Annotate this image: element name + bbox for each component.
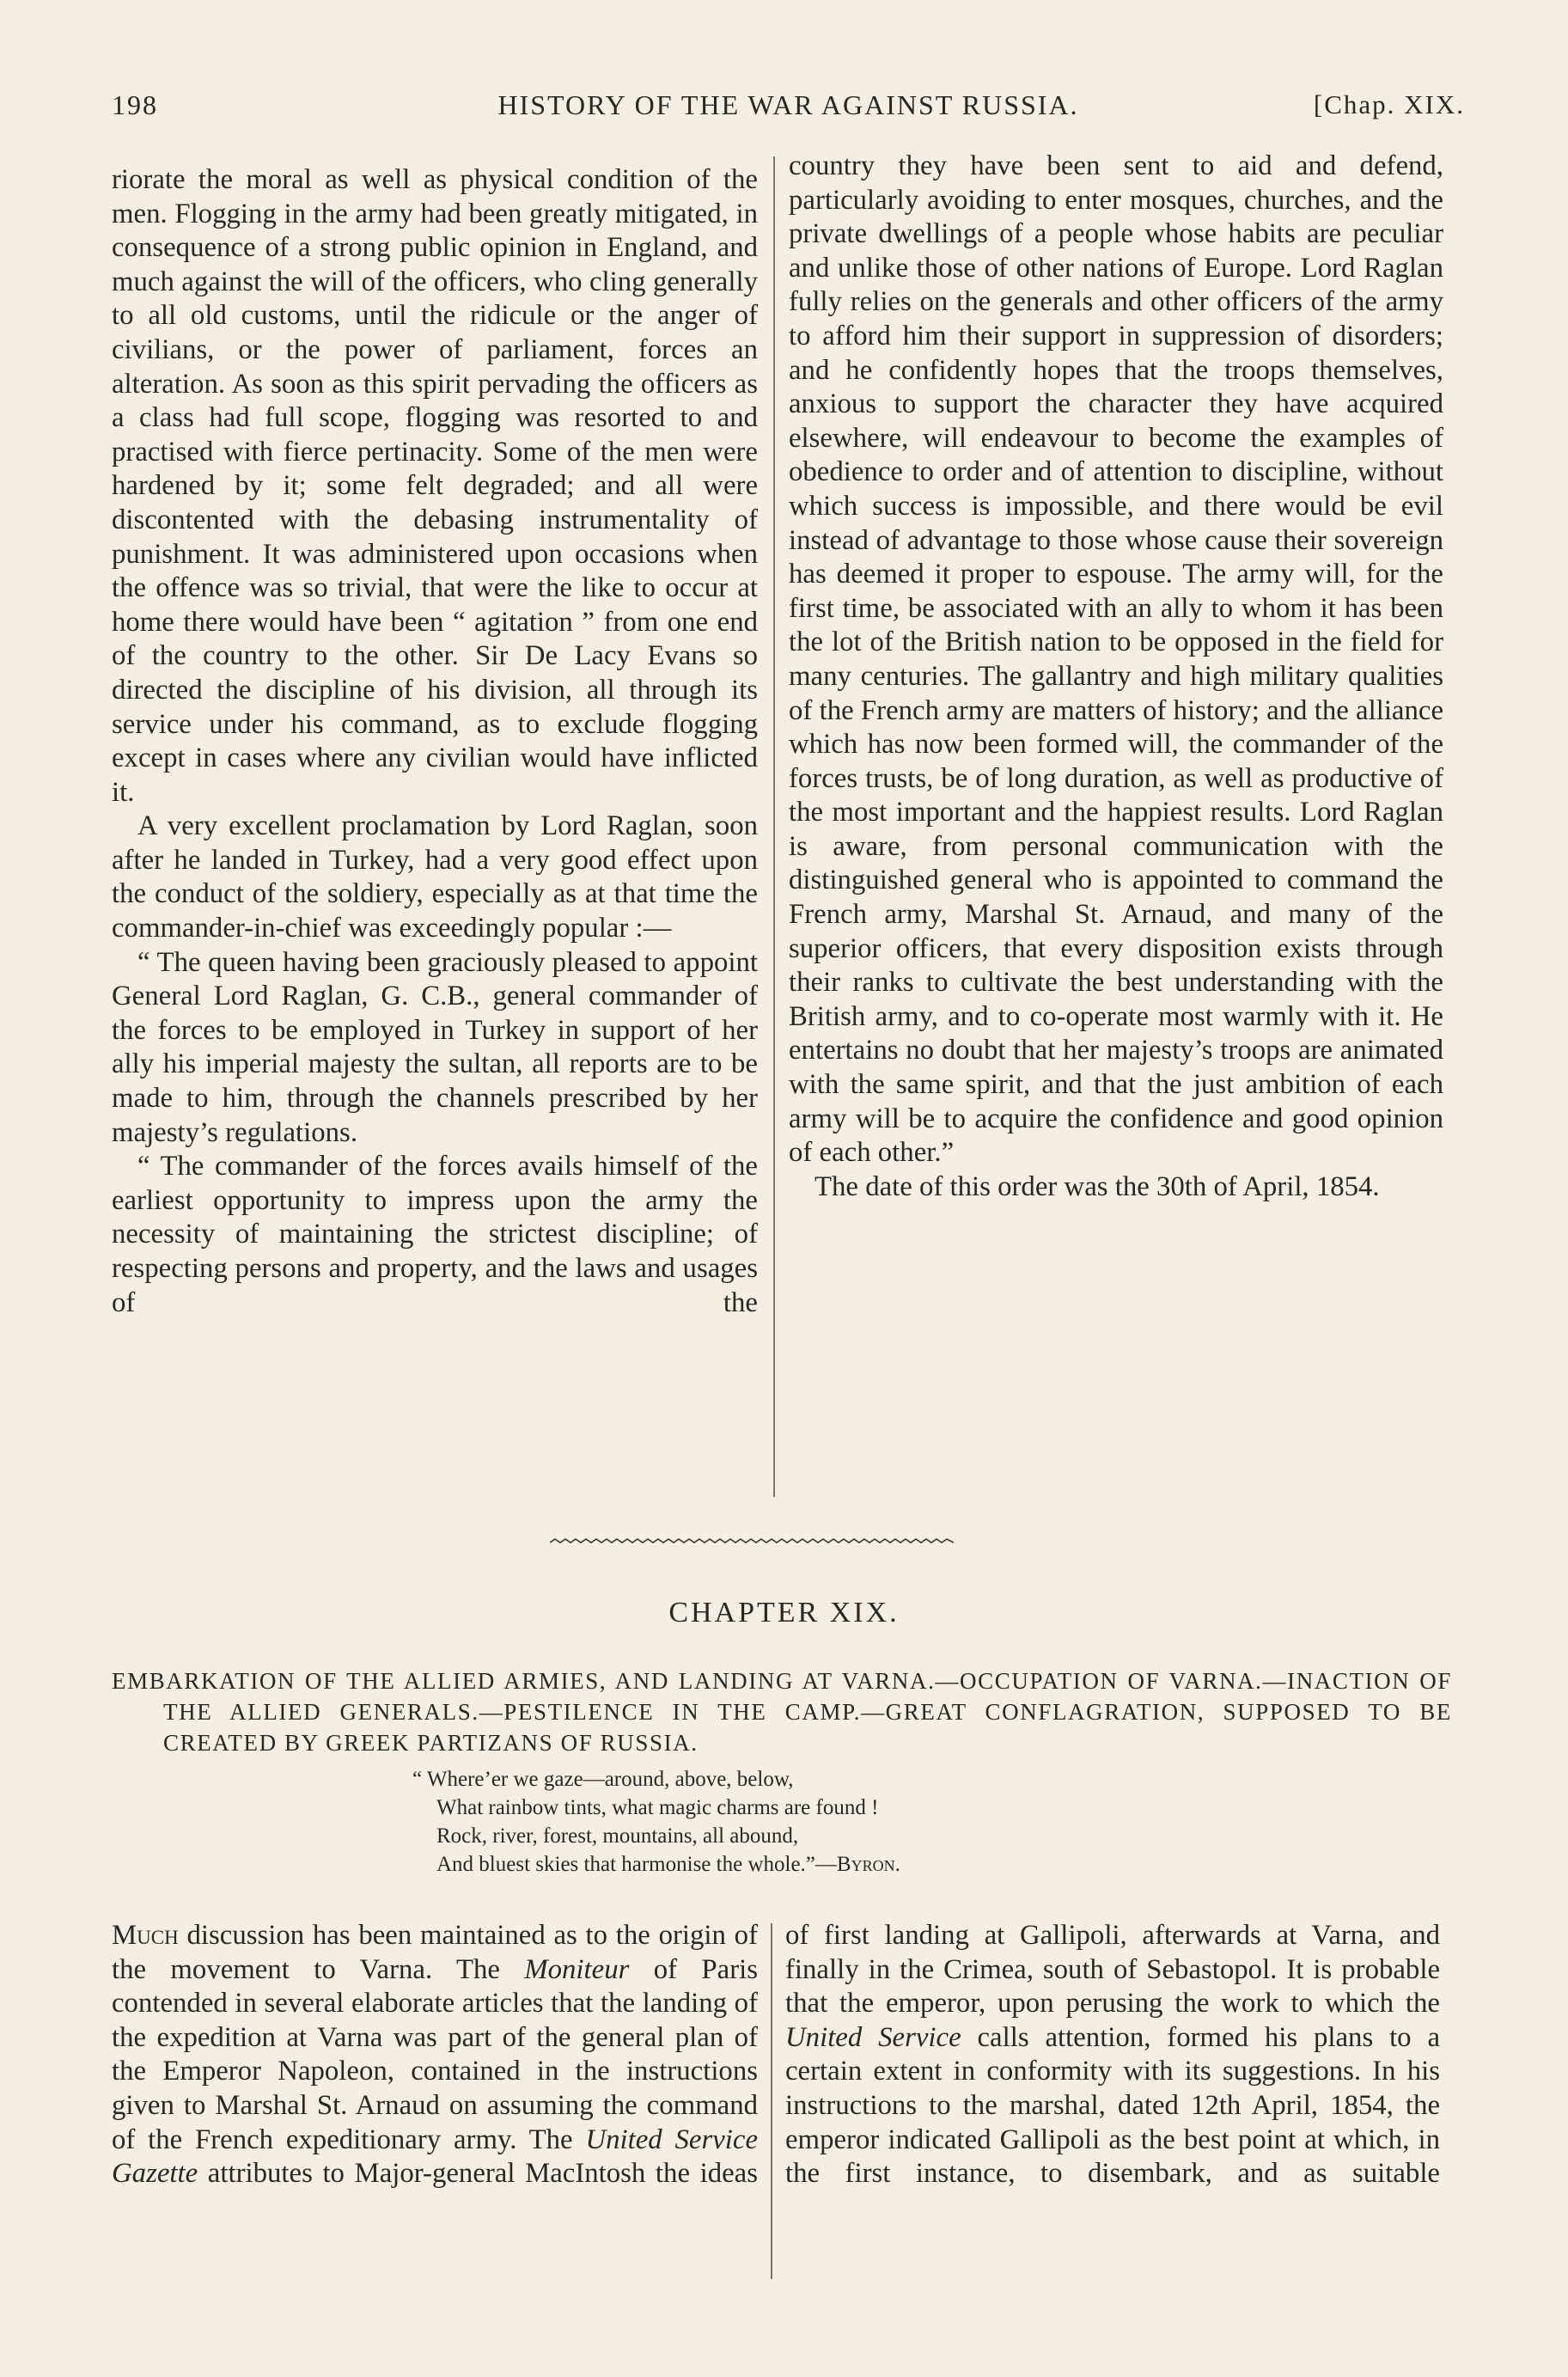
running-title: HISTORY OF THE WAR AGAINST RUSSIA. xyxy=(497,89,1079,120)
column-divider-lower xyxy=(771,1923,772,2279)
epigraph-line: Rock, river, forest, mountains, all abound, xyxy=(436,1824,799,1848)
upper-left-column xyxy=(112,163,758,1320)
text-run: calls attention, formed his plans to a certain extent in conformity with its suggestions. In his instructions to the marshal, dated 12th April, 1854, the emperor indicated Gallipoli as the best point at which, in the first instance, to disembark, and as suitable xyxy=(785,2021,1441,2190)
upper-right-column xyxy=(789,150,1443,1204)
paragraph-proclamation-continued: country they have been sent to aid and defend, particularly avoiding to enter mosques, churches, and the private dwellings of a people whose habits are peculiar and unlike those of other nations of Europe. Lord Raglan fully relies on the generals and other officers of the army to afford him their support in suppression of disorders; and he confidently hopes that the troops themselves, anxious to support the character they have acquired elsewhere, will endeavour to become the examples of obedience to order and of attention to discipline, without which success is impossible, and there would be evil instead of advantage to those whose cause their sovereign has deemed it proper to espouse. The army will, for the first time, be associated with an ally to whom it has been the lot of the British nation to be opposed in the field for many centuries. The gallantry and high military qualities of the French army are matters of history; and the alliance which has now been formed will, the commander of the forces trusts, be of long duration, as well as productive of the most important and the happiest results. Lord Raglan is aware, from personal communication with the distinguished general who is appointed to command the French army, Marshal St. Arnaud, and many of the superior officers, that every disposition exists through their ranks to cultivate the best understanding with the British army, and to co-operate most warmly with it. He entertains no doubt that her majesty’s troops are animated with the same spirit, and that the just ambition of each army will be to acquire the confidence and good opinion of each other.” xyxy=(789,150,1443,1169)
text-run: attributes to Major-general MacIntosh the ideas xyxy=(207,2158,758,2190)
text-run: of first landing at Gallipoli, afterwards at Varna, and finally in the Crimea, south of Sebastopol. It is probable that the emperor, upon perusing the work to which the xyxy=(785,1920,1440,2020)
moniteur-title: Moniteur xyxy=(524,1953,630,1985)
chapter-title: CHAPTER XIX. xyxy=(668,1597,900,1628)
chapter-summary xyxy=(112,1665,1452,1758)
running-header xyxy=(112,84,1465,136)
epigraph xyxy=(412,1765,1186,1879)
paragraph-gallipoli xyxy=(785,1919,1440,2191)
chapter-summary-text: EMBARKATION OF THE ALLIED ARMIES, AND LANDING AT VARNA.—OCCUPATION OF VARNA.—INACTION OF THE ALLIED GENERALS.—PESTILENCE IN THE CAMP.—GREAT CONFLAGRATION, SUPPOSED TO BE CREATED BY GREEK PARTIZANS OF RUSSIA. xyxy=(112,1668,1452,1756)
united-service-title: United Service xyxy=(785,2021,961,2053)
united-service-gazette-title: United Service Gazette xyxy=(112,2123,758,2190)
lower-right-column xyxy=(785,1919,1440,2191)
epigraph-author: Byron. xyxy=(836,1853,900,1876)
paragraph-proclamation-commander: “ The commander of the forces avails himself of the earliest opportunity to impress upon the army the necessity of maintaining the strictest discipline; of respecting persons and property, and the laws and usages of the xyxy=(112,1151,758,1318)
paragraph-proclamation-intro: A very excellent proclamation by Lord Raglan, soon after he landed in Turkey, had a very good effect upon the conduct of the soldiery, especially as at that time the commander-in-chief was exceedingly popular :— xyxy=(112,810,758,944)
paragraph-flogging: riorate the moral as well as physical condition of the men. Flogging in the army had been greatly mitigated, in consequence of a strong public opinion in England, and much against the will of the officers, who cling generally to all old customs, until the ridicule or the anger of civilians, or the power of parliament, forces an alteration. As soon as this spirit pervading the officers as a class had full scope, flogging was resorted to and practised with fierce pertinacity. Some of the men were hardened by it; some felt degraded; and all were discontented with the debasing instrumentality of punishment. It was administered upon occasions when the offence was so trivial, that were the like to occur at home there would have been “ agitation ” from one end of the country to the other. Sir De Lacy Evans so directed the discipline of his division, all through its service under his command, as to exclude flogging except in cases where any civilian would have inflicted it. xyxy=(112,164,758,808)
lower-left-column xyxy=(112,1919,758,2191)
text-run: discussion has been maintained as to the origin of the movement to Varna. The xyxy=(112,1920,758,1985)
text-run: of Paris contended in several elaborate articles that the landing of the expedition at Varna was part of the general plan of the Emperor Napoleon, contained in the instructions given to Marshal St. Arnaud on assuming the command of the French expeditionary army. The xyxy=(112,1953,758,2155)
page-number: 198 xyxy=(112,89,158,120)
section-ornament xyxy=(550,1535,954,1550)
paragraph-proclamation-queen: “ The queen having been graciously pleased to appoint General Lord Raglan, G. C.B., general commander of the forces to be employed in Turkey in support of her ally his imperial majesty the sultan, all reports are to be made to him, through the channels prescribed by her majesty’s regulations. xyxy=(112,946,758,1148)
epigraph-line: And bluest skies that harmonise the whole.”— xyxy=(436,1853,837,1876)
epigraph-line: What rainbow tints, what magic charms are found ! xyxy=(436,1796,879,1819)
column-divider-upper xyxy=(773,156,775,1497)
paragraph-order-date: The date of this order was the 30th of April, 1854. xyxy=(815,1170,1380,1202)
chapter-reference: [Chap. XIX. xyxy=(1313,89,1465,119)
epigraph-last-line xyxy=(412,1850,1186,1879)
epigraph-line: “ Where’er we gaze—around, above, below, xyxy=(412,1768,794,1791)
paragraph-varna-origin xyxy=(112,1919,758,2191)
opening-word: Much xyxy=(112,1920,179,1951)
